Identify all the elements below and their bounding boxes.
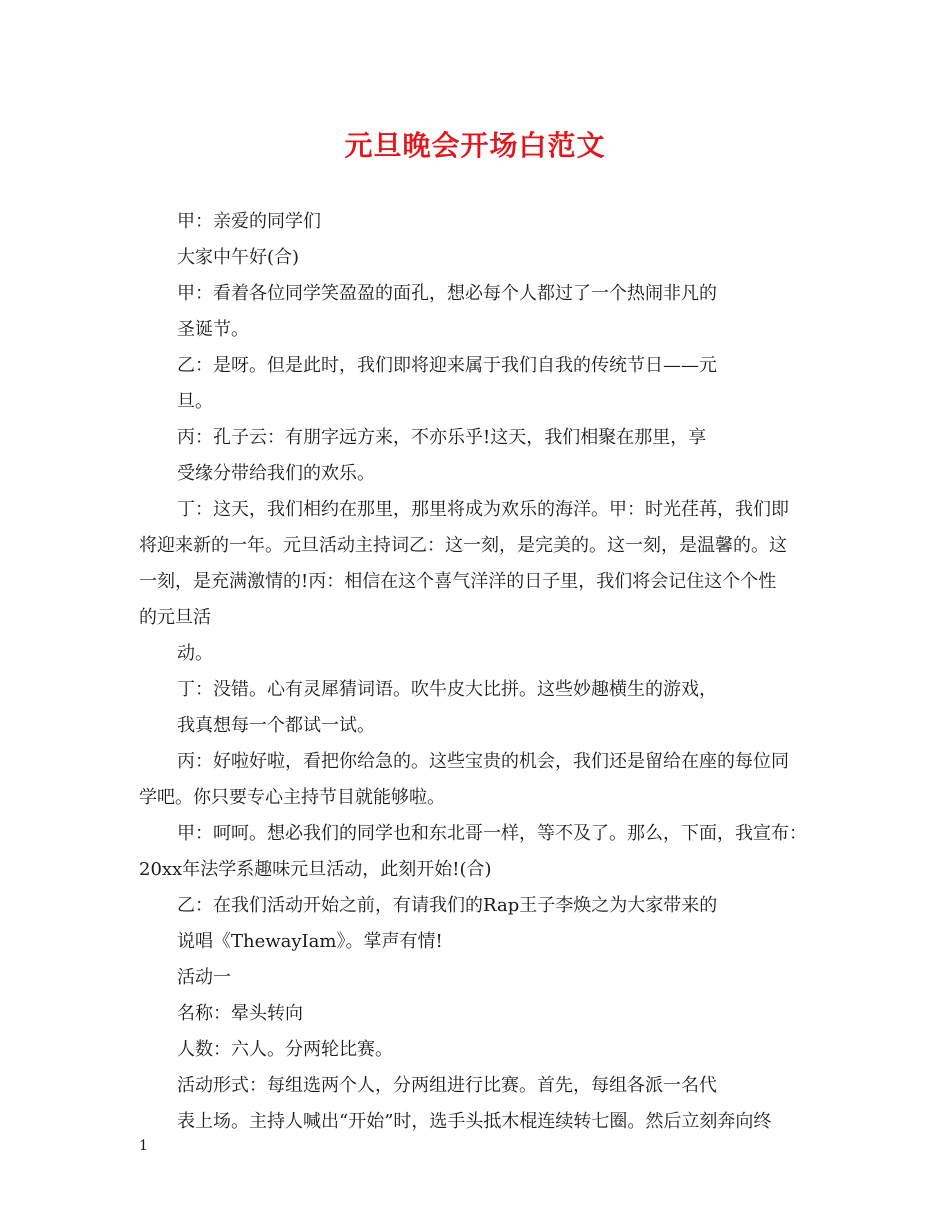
document-title: 元旦晚会开场白范文 xyxy=(344,129,606,162)
body-line: 甲：看着各位同学笑盈盈的面孔，想必每个人都过了一个热闹非凡的 xyxy=(177,283,717,304)
body-line: 一刻，是充满激情的!丙：相信在这个喜气洋洋的日子里，我们将会记住这个个性 xyxy=(139,571,777,592)
body-line: 乙：在我们活动开始之前，有请我们的Rap王子李焕之为大家带来的 xyxy=(177,895,718,916)
body-line: 丙：孔子云：有朋字远方来，不亦乐乎!这天，我们相聚在那里，享 xyxy=(177,427,707,448)
body-line: 圣诞节。 xyxy=(177,319,249,340)
body-line: 丙：好啦好啦，看把你给急的。这些宝贵的机会，我们还是留给在座的每位同 xyxy=(177,751,789,772)
body-line: 将迎来新的一年。元旦活动主持词乙：这一刻，是完美的。这一刻，是温馨的。这 xyxy=(139,535,787,556)
body-line: 名称：晕头转向 xyxy=(177,1003,303,1024)
body-line: 丁：这天，我们相约在那里，那里将成为欢乐的海洋。甲：时光荏苒，我们即 xyxy=(177,499,789,520)
body-line: 甲：呵呵。想必我们的同学也和东北哥一样，等不及了。那么，下面，我宣布： xyxy=(177,823,807,844)
body-line: 活动形式：每组选两个人，分两组进行比赛。首先，每组各派一名代 xyxy=(177,1075,717,1096)
body-line: 动。 xyxy=(177,643,213,664)
body-line: 甲：亲爱的同学们 xyxy=(177,211,321,232)
body-line: 旦。 xyxy=(177,391,213,412)
body-line: 表上场。主持人喊出“开始”时，选手头抵木棍连续转七圈。然后立刻奔向终 xyxy=(177,1111,772,1132)
body-line: 学吧。你只要专心主持节目就能够啦。 xyxy=(139,787,445,808)
body-line: 的元旦活 xyxy=(139,607,211,628)
body-line: 乙：是呀。但是此时，我们即将迎来属于我们自我的传统节日——元 xyxy=(177,355,717,376)
body-line: 人数：六人。分两轮比赛。 xyxy=(177,1039,393,1060)
body-line: 我真想每一个都试一试。 xyxy=(177,715,375,736)
body-line: 20xx年法学系趣味元旦活动，此刻开始!(合) xyxy=(139,859,492,880)
body-line: 活动一 xyxy=(177,967,231,988)
body-line: 大家中午好(合) xyxy=(177,247,300,268)
document-body xyxy=(139,204,829,1140)
page-number: 1 xyxy=(139,1138,148,1154)
body-line: 丁：没错。心有灵犀猜词语。吹牛皮大比拼。这些妙趣横生的游戏， xyxy=(177,679,717,700)
body-line: 受缘分带给我们的欢乐。 xyxy=(177,463,375,484)
body-line: 说唱《ThewayIam》。掌声有情! xyxy=(177,931,443,952)
